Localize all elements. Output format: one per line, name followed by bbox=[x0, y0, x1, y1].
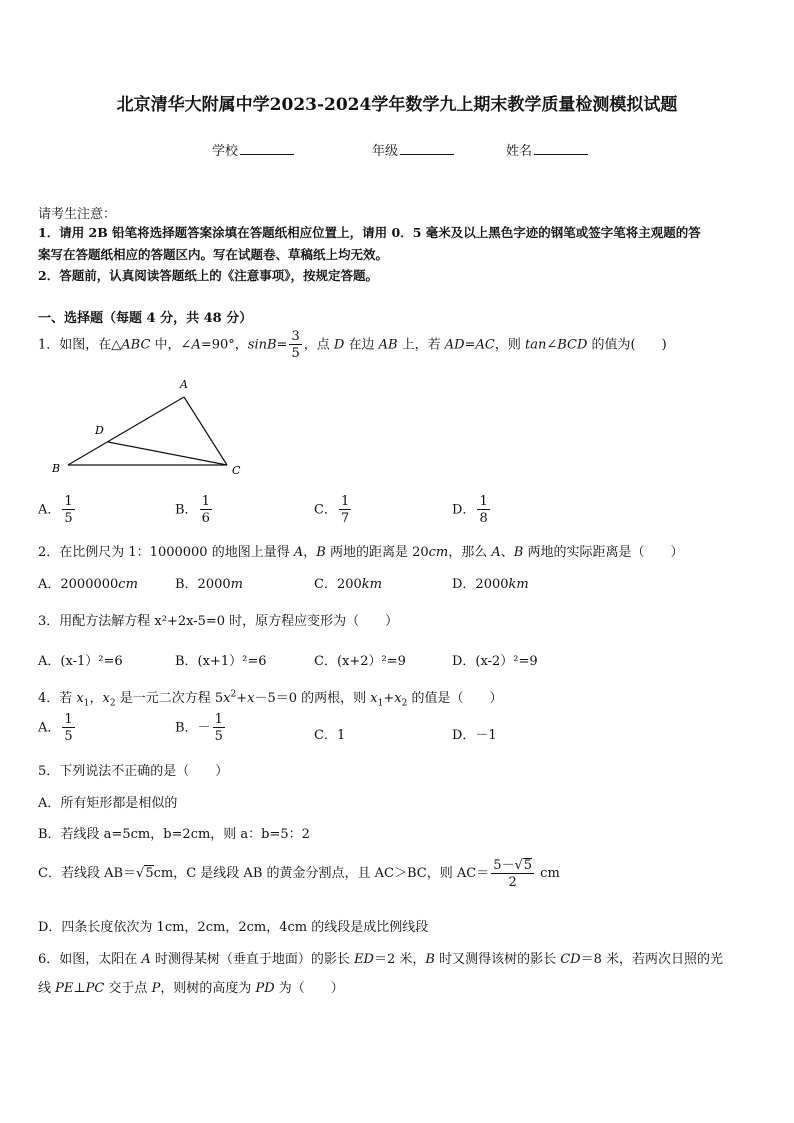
q4-option-b[interactable]: B．－ $\frac{1}{5}$ bbox=[175, 712, 223, 744]
q2-option-d[interactable]: D．2000km bbox=[452, 577, 529, 592]
fraction: $\frac{3}{5}$ bbox=[291, 329, 300, 361]
q4-option-d[interactable]: D．－1 bbox=[452, 728, 497, 743]
label-b: B bbox=[52, 462, 61, 475]
school-blank bbox=[240, 142, 294, 155]
school-field bbox=[212, 140, 294, 159]
q4-option-c[interactable]: C．1 bbox=[314, 728, 346, 743]
grade-field bbox=[372, 140, 454, 159]
question-6-line-2: 线 PE⊥PC 交于点 P，则树的高度为 PD 为（ ） bbox=[38, 981, 344, 996]
page-title: 北京清华大附属中学2023-2024学年数学九上期末教学质量检测模拟试题 bbox=[116, 95, 678, 115]
q3-option-b[interactable]: B．(x+1）²=6 bbox=[175, 654, 267, 669]
note-2: 2．答题前，认真阅读答题纸上的《注意事项》，按规定答题。 bbox=[38, 268, 378, 283]
triangle-figure bbox=[40, 372, 260, 482]
notes-heading: 请考生注意： bbox=[38, 207, 117, 222]
q2-option-c[interactable]: C．200km bbox=[314, 577, 382, 592]
segment-dc bbox=[108, 442, 227, 465]
question-4: 4．若 $x_1$，$x_2$ 是一元二次方程 $5x^2+x-5=0$ 的两根，则 $x_1+x_2$ 的值是（ ） bbox=[38, 689, 503, 709]
q1-option-d[interactable]: D． $\frac{1}{8}$ bbox=[452, 494, 488, 526]
grade-label: 年级 bbox=[372, 144, 399, 159]
side-ab bbox=[68, 397, 184, 465]
question-5: 5．下列说法不正确的是（ ） bbox=[38, 764, 229, 779]
question-6-line-1: 6．如图，太阳在 A 时测得某树（垂直于地面）的影长 ED＝2 米，B 时又测得该树的影长 CD＝8 米，若两次日照的光 bbox=[38, 952, 723, 967]
q5-option-a[interactable]: A．所有矩形都是相似的 bbox=[38, 796, 178, 811]
q4-option-a[interactable]: A． $\frac{1}{5}$ bbox=[38, 712, 73, 744]
q3-option-a[interactable]: A．(x-1）²=6 bbox=[38, 654, 123, 669]
side-ac bbox=[184, 397, 227, 465]
name-field bbox=[506, 140, 588, 159]
label-c: C bbox=[232, 464, 241, 477]
q5-option-c[interactable]: C．若线段 AB＝√5cm，C 是线段 AB 的黄金分割点，且 AC＞BC，则 AC＝ $\frac{5-√5}{2}$ cm bbox=[38, 858, 560, 890]
question-2: 2．在比例尺为 1：1000000 的地图上量得 A，B 两地的距离是 20cm，那么 A、B 两地的实际距离是（ ） bbox=[38, 545, 684, 560]
grade-blank bbox=[400, 142, 454, 155]
q3-option-c[interactable]: C．(x+2）²=9 bbox=[314, 654, 406, 669]
question-3: 3．用配方法解方程 x²+2x-5=0 时，原方程应变形为（ ） bbox=[38, 614, 399, 629]
name-label: 姓名 bbox=[506, 144, 533, 159]
q5-option-b[interactable]: B．若线段 a=5cm，b=2cm，则 a：b=5：2 bbox=[38, 827, 310, 842]
section-heading: 一、选择题（每题 4 分，共 48 分） bbox=[38, 311, 253, 326]
q2-option-b[interactable]: B．2000m bbox=[175, 577, 243, 592]
label-d: D bbox=[95, 424, 104, 437]
name-blank bbox=[534, 142, 588, 155]
q2-option-a[interactable]: A．2000000cm bbox=[38, 577, 138, 592]
q1-option-a[interactable]: A． $\frac{1}{5}$ bbox=[38, 494, 73, 526]
q5-option-d[interactable]: D．四条长度依次为 1cm，2cm，2cm，4cm 的线段是成比例线段 bbox=[38, 920, 429, 935]
label-a: A bbox=[180, 378, 188, 391]
school-label: 学校 bbox=[212, 144, 239, 159]
q3-option-d[interactable]: D．(x-2）²=9 bbox=[452, 654, 538, 669]
note-1-line-1: 1．请用 2B 铅笔将选择题答案涂填在答题纸相应位置上，请用 0．5 毫米及以上黑色字迹的钢笔或签字笔将主观题的答 bbox=[38, 225, 701, 240]
q1-option-c[interactable]: C． $\frac{1}{7}$ bbox=[314, 494, 350, 526]
question-1: 1．如图，在△ABC 中，∠A=90°，sinB= $\frac{3}{5}$ ，点 D 在边 AB 上，若 AD=AC，则 tan∠BCD 的值为( ) bbox=[38, 329, 667, 361]
note-1-line-2: 案写在答题纸相应的答题区内。写在试题卷、草稿纸上均无效。 bbox=[38, 247, 389, 262]
q1-option-b[interactable]: B． $\frac{1}{6}$ bbox=[175, 494, 210, 526]
